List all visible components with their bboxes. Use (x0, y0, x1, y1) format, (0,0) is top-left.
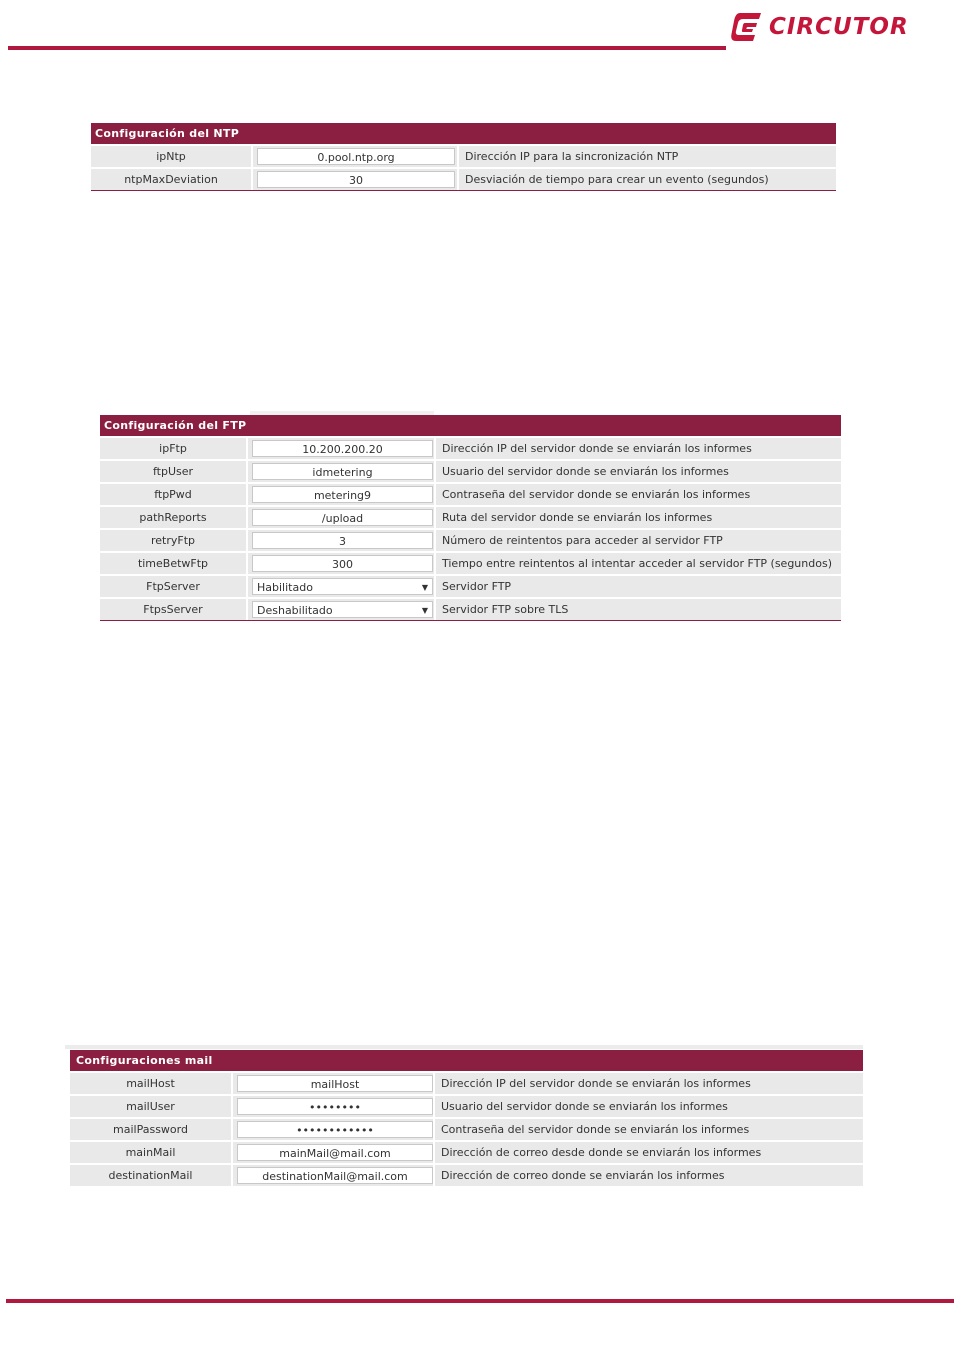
ntpMaxDeviation-input[interactable] (257, 171, 455, 188)
mainMail-input[interactable] (237, 1144, 433, 1161)
mail-config-table (70, 1071, 863, 1186)
ipNtp-value: 0.pool.ntp.org (317, 151, 395, 164)
config-row-mailHost (70, 1071, 863, 1094)
param-description: Dirección de correo desde donde se enviarán los informes (433, 1140, 863, 1163)
config-row-FtpsServer (100, 597, 841, 620)
ipFtp-input[interactable] (252, 440, 433, 457)
param-name: timeBetwFtp (100, 551, 248, 574)
brand-name: CIRCUTOR (769, 14, 909, 40)
config-row-ntpMaxDeviation (91, 167, 836, 190)
param-name: mailUser (70, 1094, 233, 1117)
ftpPwd-input[interactable] (252, 486, 433, 503)
param-value-cell (233, 1071, 433, 1094)
FtpServer-select[interactable] (252, 578, 433, 595)
mail-panel-title: Configuraciones mail (70, 1050, 863, 1071)
param-description: Desviación de tiempo para crear un evento (segundos) (457, 167, 836, 190)
mailPassword-input[interactable] (237, 1121, 433, 1138)
config-row-timeBetwFtp (100, 551, 841, 574)
ntp-config-table (91, 144, 836, 190)
param-value-cell (233, 1117, 433, 1140)
config-row-ftpPwd (100, 482, 841, 505)
mailUser-input[interactable] (237, 1098, 433, 1115)
config-row-destinationMail (70, 1163, 863, 1186)
param-name: retryFtp (100, 528, 248, 551)
footer-rule (6, 1299, 954, 1303)
ipNtp-input[interactable] (257, 148, 455, 165)
param-name: pathReports (100, 505, 248, 528)
param-value-cell (253, 144, 457, 167)
ftp-config-table (100, 436, 841, 620)
pathReports-input[interactable] (252, 509, 433, 526)
ftpUser-value: idmetering (312, 466, 373, 479)
ftp-config-panel (100, 415, 841, 621)
param-value-cell (248, 505, 434, 528)
timeBetwFtp-value: 300 (332, 558, 353, 571)
mailHost-value: mailHost (310, 1078, 360, 1091)
param-description: Usuario del servidor donde se enviarán los informes (434, 459, 841, 482)
ftp-panel-title: Configuración del FTP (100, 415, 841, 436)
ftpUser-input[interactable] (252, 463, 433, 480)
param-value-cell (248, 459, 434, 482)
mailUser-value: •••••••• (309, 1101, 361, 1114)
mailHost-input[interactable] (237, 1075, 433, 1092)
ftpPwd-value: metering9 (313, 489, 372, 502)
config-row-ipFtp (100, 436, 841, 459)
param-name: ipNtp (91, 144, 253, 167)
config-row-ftpUser (100, 459, 841, 482)
ntp-config-panel (91, 123, 836, 191)
ntpMaxDeviation-value: 30 (349, 174, 363, 187)
param-description: Tiempo entre reintentos al intentar acceder al servidor FTP (segundos) (434, 551, 841, 574)
config-row-pathReports (100, 505, 841, 528)
param-value-cell (233, 1163, 433, 1186)
param-description: Usuario del servidor donde se enviarán los informes (433, 1094, 863, 1117)
param-description: Dirección IP del servidor donde se enviarán los informes (434, 436, 841, 459)
ipFtp-value: 10.200.200.20 (302, 443, 383, 456)
param-name: ntpMaxDeviation (91, 167, 253, 190)
param-description: Contraseña del servidor donde se enviarán los informes (433, 1117, 863, 1140)
param-value-cell (248, 574, 434, 597)
param-description: Servidor FTP sobre TLS (434, 597, 841, 620)
param-value-cell (248, 436, 434, 459)
pathReports-value: /upload (321, 512, 364, 525)
param-name: ftpUser (100, 459, 248, 482)
param-description: Dirección de correo donde se enviarán los informes (433, 1163, 863, 1186)
config-row-ipNtp (91, 144, 836, 167)
param-name: FtpsServer (100, 597, 248, 620)
ntp-panel-bottom (91, 190, 836, 191)
param-description: Número de reintentos para acceder al servidor FTP (434, 528, 841, 551)
param-value-cell (248, 528, 434, 551)
param-value-cell (233, 1094, 433, 1117)
param-name: ftpPwd (100, 482, 248, 505)
mainMail-value: mainMail@mail.com (279, 1147, 391, 1160)
param-value-cell (248, 482, 434, 505)
mailPassword-value: •••••••••••• (296, 1124, 374, 1137)
param-description: Contraseña del servidor donde se enviarán los informes (434, 482, 841, 505)
param-description: Servidor FTP (434, 574, 841, 597)
param-name: mailPassword (70, 1117, 233, 1140)
config-row-mailPassword (70, 1117, 863, 1140)
param-name: destinationMail (70, 1163, 233, 1186)
destinationMail-input[interactable] (237, 1167, 433, 1184)
chevron-down-icon[interactable]: ▼ (421, 606, 428, 615)
ntp-panel-title: Configuración del NTP (91, 123, 836, 144)
circutor-logo-icon (731, 10, 765, 44)
destinationMail-value: destinationMail@mail.com (262, 1170, 408, 1183)
chevron-down-icon[interactable]: ▼ (421, 583, 428, 592)
param-value-cell (248, 551, 434, 574)
param-value-cell (233, 1140, 433, 1163)
retryFtp-input[interactable] (252, 532, 433, 549)
mail-panel-top-edge (65, 1045, 863, 1049)
param-description: Dirección IP del servidor donde se enviarán los informes (433, 1071, 863, 1094)
brand-logo (731, 9, 911, 45)
param-name: mainMail (70, 1140, 233, 1163)
param-description: Ruta del servidor donde se enviarán los informes (434, 505, 841, 528)
header-rule (8, 46, 726, 50)
FtpsServer-select[interactable] (252, 601, 433, 618)
ftp-panel-bottom (100, 620, 841, 621)
param-name: ipFtp (100, 436, 248, 459)
FtpsServer-value: Deshabilitado (257, 604, 333, 617)
mail-config-panel (70, 1050, 863, 1186)
config-row-retryFtp (100, 528, 841, 551)
config-row-mailUser (70, 1094, 863, 1117)
config-row-mainMail (70, 1140, 863, 1163)
param-value-cell (248, 597, 434, 620)
param-value-cell (253, 167, 457, 190)
timeBetwFtp-input[interactable] (252, 555, 433, 572)
param-name: mailHost (70, 1071, 233, 1094)
FtpServer-value: Habilitado (257, 581, 313, 594)
retryFtp-value: 3 (339, 535, 346, 548)
config-row-FtpServer (100, 574, 841, 597)
param-description: Dirección IP para la sincronización NTP (457, 144, 836, 167)
param-name: FtpServer (100, 574, 248, 597)
